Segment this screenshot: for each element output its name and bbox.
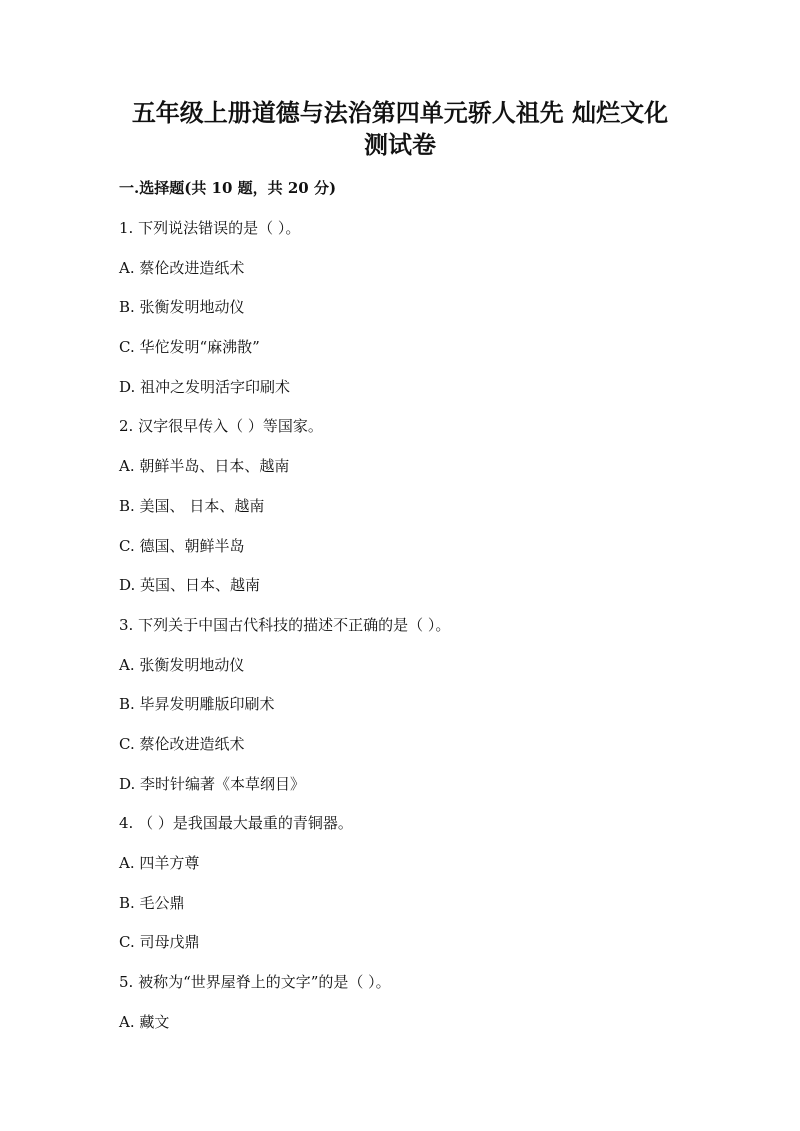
answer-option: B. 毛公鼎 [119, 893, 185, 912]
answer-option: B. 美国、 日本、越南 [119, 496, 265, 515]
question-stem: 2. 汉字很早传入（ ）等国家。 [119, 417, 323, 436]
answer-option: C. 华佗发明“麻沸散” [119, 338, 260, 357]
document-title-line-1: 五年级上册道德与法治第四单元骄人祖先 灿烂文化 [131, 98, 669, 127]
question-stem: 5. 被称为“世界屋脊上的文字”的是（ ）。 [119, 973, 391, 992]
answer-option: A. 藏文 [119, 1012, 170, 1031]
answer-option: C. 德国、朝鲜半岛 [119, 536, 245, 555]
answer-option: A. 张衡发明地动仪 [119, 655, 245, 674]
question-stem: 1. 下列说法错误的是（ ）。 [119, 219, 301, 237]
question-stem: 3. 下列关于中国古代科技的描述不正确的是（ ）。 [119, 615, 451, 634]
answer-option: D. 英国、日本、越南 [119, 576, 261, 595]
answer-option: D. 祖冲之发明活字印刷术 [119, 377, 291, 396]
answer-option: A. 蔡伦改进造纸术 [119, 258, 245, 277]
answer-option: B. 张衡发明地动仪 [119, 298, 245, 317]
answer-option: A. 朝鲜半岛、日本、越南 [119, 457, 290, 476]
question-stem: 4. （ ）是我国最大最重的青铜器。 [119, 814, 353, 833]
question-list [119, 178, 719, 1051]
section-heading: 一.选择题(共 10 题，共 20 分) [119, 179, 337, 197]
answer-option: D. 李时针编著《本草纲目》 [119, 774, 306, 793]
answer-option: C. 蔡伦改进造纸术 [119, 734, 245, 753]
document-title-line-2: 测试卷 [364, 130, 436, 159]
answer-option: B. 毕昇发明雕版印刷术 [119, 695, 275, 714]
answer-option: A. 四羊方尊 [119, 854, 200, 872]
answer-option: C. 司母戊鼎 [119, 933, 200, 952]
